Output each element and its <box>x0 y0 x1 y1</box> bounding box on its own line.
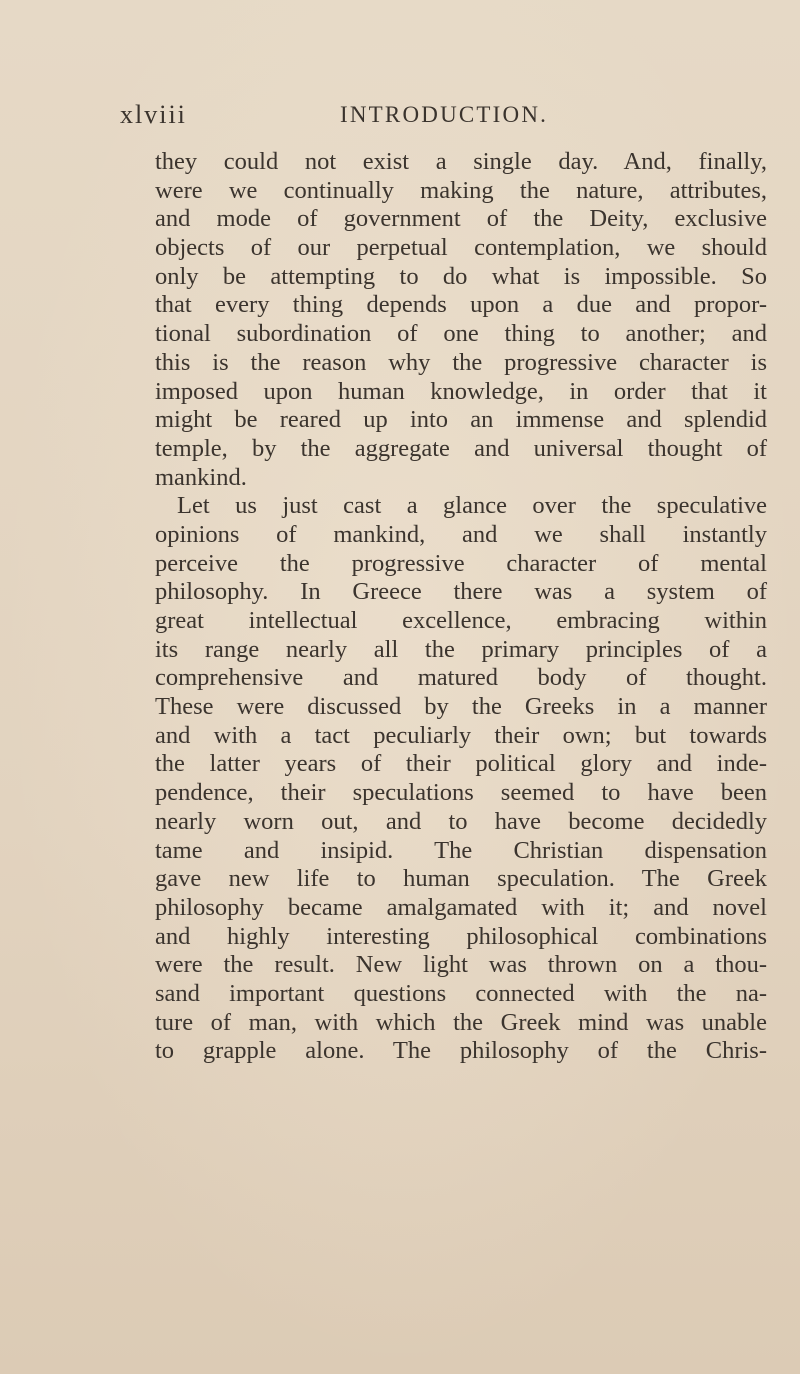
text-line: sand important questions connected with the na- <box>155 979 767 1007</box>
text-line: tional subordination of one thing to another; and <box>155 320 767 348</box>
text-line: opinions of mankind, and we shall instantly <box>155 520 767 548</box>
text-line: that every thing depends upon a due and propor- <box>155 291 767 319</box>
text-line: were the result. New light was thrown on a thou- <box>155 951 767 979</box>
text-line: ture of man, with which the Greek mind was unable <box>155 1008 767 1036</box>
running-title: INTRODUCTION. <box>340 102 549 127</box>
text-line: objects of our perpetual contemplation, we should <box>155 234 767 262</box>
text-line: and with a tact peculiarly their own; but towards <box>155 721 767 749</box>
page-number: xlviii <box>120 100 187 129</box>
text-line: perceive the progressive character of mental <box>155 549 767 577</box>
text-line: and highly interesting philosophical combinations <box>155 922 767 950</box>
text-line: pendence, their speculations seemed to have been <box>155 779 767 807</box>
text-line: only be attempting to do what is impossible. So <box>155 262 767 290</box>
text-line: great intellectual excellence, embracing within <box>155 607 767 634</box>
text-line: mankind. <box>155 463 247 491</box>
text-line: imposed upon human knowledge, in order that it <box>155 377 767 405</box>
running-head <box>120 100 760 134</box>
body-text <box>155 148 767 1066</box>
text-line: this is the reason why the progressive character is <box>155 348 767 376</box>
text-line: and mode of government of the Deity, exclusive <box>155 205 767 233</box>
text-line: were we continually making the nature, attributes, <box>155 176 767 204</box>
text-line: they could not exist a single day. And, finally, <box>155 148 767 175</box>
text-line: Let us just cast a glance over the speculative <box>177 492 767 520</box>
text-line: nearly worn out, and to have become decidedly <box>155 807 767 835</box>
text-line: These were discussed by the Greeks in a manner <box>155 693 767 721</box>
text-line: might be reared up into an immense and splendid <box>155 406 767 434</box>
text-line: tame and insipid. The Christian dispensation <box>155 836 767 864</box>
text-line: gave new life to human speculation. The Greek <box>155 865 767 893</box>
text-line: temple, by the aggregate and universal thought of <box>155 434 767 462</box>
text-line: its range nearly all the primary principles of a <box>155 635 767 663</box>
text-line: the latter years of their political glory and inde- <box>155 750 767 778</box>
text-line: to grapple alone. The philosophy of the Chris- <box>155 1037 767 1065</box>
text-line: comprehensive and matured body of thought. <box>155 664 767 692</box>
text-line: philosophy became amalgamated with it; and novel <box>155 893 767 921</box>
text-line: philosophy. In Greece there was a system of <box>155 578 767 606</box>
